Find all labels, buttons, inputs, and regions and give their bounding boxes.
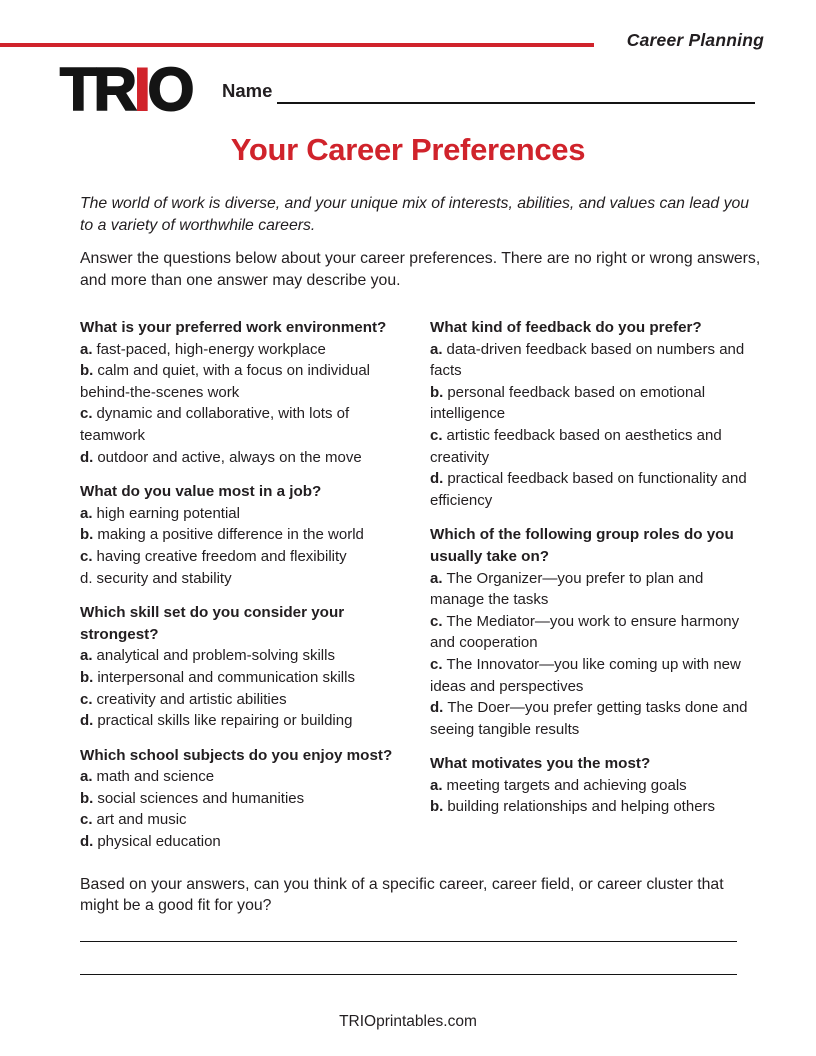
option-letter: a. [430,569,443,587]
answer-option [430,796,752,818]
name-label: Name [222,80,273,101]
content-area [80,0,762,1031]
option-letter: a. [80,768,93,786]
page-title: Your Career Preferences [230,132,586,167]
logo-text-red-i: I [133,56,148,123]
option-letter: b. [80,526,94,544]
answer-option [430,775,752,797]
option-text: The Mediator—you work to ensure harmony and cooperation [430,612,740,652]
answer-option [430,697,752,740]
option-letter: b. [430,798,444,816]
answer-line [80,941,737,942]
option-text: social sciences and humanities [97,789,305,807]
option-letter: b. [430,383,444,401]
footer-site-name: TRIOprintables.com [339,1012,477,1030]
option-text: practical feedback based on functionality and efficiency [430,470,747,509]
option-letter: a. [80,504,93,522]
answer-option [80,809,416,831]
option-letter: a. [80,647,93,665]
option-letter: c. [430,655,443,673]
question-block [430,524,752,740]
option-letter: b. [80,362,94,380]
answer-option [80,667,416,689]
option-text: The Doer—you prefer getting tasks done and seeing tangible results [430,699,748,738]
answer-option [80,403,416,446]
answer-line [80,974,737,975]
option-text: making a positive difference in the world [97,526,364,544]
answer-option [430,568,752,611]
answer-option [80,447,416,469]
option-text: dynamic and collaborative, with lots of teamwork [80,405,350,444]
option-text: The Organizer—you prefer to plan and manage the tasks [430,569,704,609]
option-text: art and music [96,811,187,829]
answer-option [430,339,752,382]
answer-option [80,645,416,667]
option-text: physical education [97,833,221,851]
questions-columns [80,317,762,866]
question-block [430,753,752,818]
logo-text-black-tr: TR [60,56,134,123]
option-text: having creative freedom and flexibility [96,547,347,565]
answer-option [80,503,416,525]
answer-option [430,611,752,654]
question-title: Which of the following group roles do you usually take on? [430,526,734,565]
logo-text-black-o: O [147,56,192,123]
category-label: Career Planning [626,30,764,50]
option-letter: b. [80,789,94,807]
answer-option [430,468,752,511]
answer-option [80,788,416,810]
option-text: analytical and problem-solving skills [96,647,335,665]
questions-column-right [430,317,752,866]
option-letter: c. [430,612,443,630]
closing-question: Based on your answers, can you think of a specific career, career field, or career cluster that might be a good fit for you? [80,875,724,915]
option-text: interpersonal and communication skills [97,668,355,686]
answer-option [80,831,416,853]
option-letter: b. [80,668,94,686]
option-letter: a. [80,340,93,358]
answer-option [80,360,416,403]
question-block [80,317,416,468]
question-title: What do you value most in a job? [80,483,322,501]
option-letter: a. [430,776,443,794]
option-letter: d. [80,569,93,587]
option-letter: c. [80,690,93,708]
option-letter: c. [80,405,93,423]
question-title: Which school subjects do you enjoy most? [80,746,393,764]
answer-option [80,689,416,711]
answer-option [80,766,416,788]
option-text: high earning potential [96,504,240,522]
question-block [430,317,752,511]
option-letter: d. [430,470,444,488]
instructions-text: Answer the questions below about your career preferences. There are no right or wrong answers, and more than one answer may describe you. [80,250,761,289]
option-text: The Innovator—you like coming up with new ideas and perspectives [430,655,741,695]
option-letter: d. [80,833,94,851]
questions-column-left [80,317,416,866]
question-title: What is your preferred work environment? [80,319,387,336]
option-text: artistic feedback based on aesthetics and creativity [430,426,722,466]
option-text: meeting targets and achieving goals [446,776,687,794]
option-text: outdoor and active, always on the move [97,448,362,466]
question-block [80,745,416,853]
answer-option [430,654,752,697]
answer-option [430,425,752,468]
option-text: building relationships and helping others [447,798,716,816]
option-letter: d. [430,699,444,717]
answer-option [80,546,416,568]
answer-option [80,524,416,546]
option-letter: d. [80,712,94,730]
answer-option [430,382,752,425]
option-text: creativity and artistic abilities [96,690,287,708]
option-text: practical skills like repairing or building [97,712,353,730]
question-title: What motivates you the most? [430,755,651,773]
question-title: Which skill set do you consider your strongest? [80,604,345,643]
option-letter: a. [430,340,443,358]
option-letter: c. [80,811,93,829]
question-block [80,481,416,589]
option-text: math and science [96,768,215,786]
option-letter: d. [80,448,94,466]
intro-text: The world of work is diverse, and your unique mix of interests, abilities, and values can lead you to a variety of worthwhile careers. [80,195,750,234]
question-block [80,602,416,732]
answer-option [80,568,416,590]
answer-option [80,710,416,732]
answer-option [80,339,416,361]
option-letter: c. [80,547,93,565]
option-text: data-driven feedback based on numbers and facts [430,340,745,380]
option-text: security and stability [96,569,232,587]
option-text: calm and quiet, with a focus on individual behind-the-scenes work [80,362,371,401]
option-text: personal feedback based on emotional intelligence [430,383,706,423]
option-text: fast-paced, high-energy workplace [96,340,326,358]
question-title: What kind of feedback do you prefer? [430,319,702,336]
option-letter: c. [430,426,443,444]
